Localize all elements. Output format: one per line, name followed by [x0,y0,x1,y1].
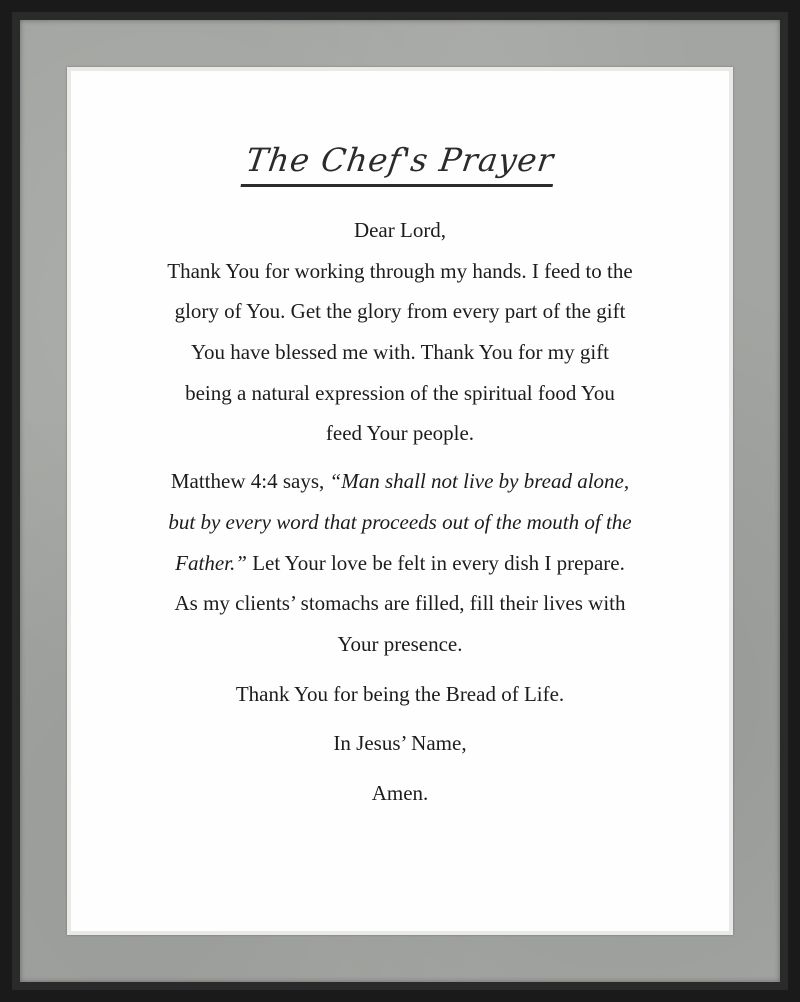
paragraph2-line5: Your presence. [337,631,463,656]
title-wrap [0,138,800,187]
paragraph2-line3 [120,543,680,584]
prayer-title: The Chef's Prayer [241,138,559,187]
sign-off: In Jesus’ Name, [333,731,467,756]
paragraph2-line1 [120,461,680,502]
closing-line: Thank You for being the Bread of Life. [235,681,565,706]
paragraph1-line: feed Your people. [325,421,475,446]
paragraph2-line2 [120,502,680,543]
amen: Amen. [371,780,429,805]
paragraph1-line: Thank You for working through my hands. I feed to the [167,258,633,283]
paragraph2-text: Let Your love be felt in every dish I prepare. [246,550,625,575]
paragraph2-line4: As my clients’ stomachs are filled, fill their lives with [174,591,626,616]
scripture-quote: “Man shall not live by bread alone, [329,469,630,494]
paragraph1-line: being a natural expression of the spiritual food You [185,380,615,405]
scripture-quote: but by every word that proceeds out of the mouth of the [168,509,632,534]
scripture-quote: Father.” [175,550,247,575]
scripture-reference: Matthew 4:4 says, [170,469,330,494]
prayer-body [120,210,680,814]
salutation: Dear Lord, [353,218,447,242]
paragraph1-line: You have blessed me with. Thank You for my gift [190,340,610,365]
paragraph1-line: glory of You. Get the glory from every part of the gift [174,299,626,324]
